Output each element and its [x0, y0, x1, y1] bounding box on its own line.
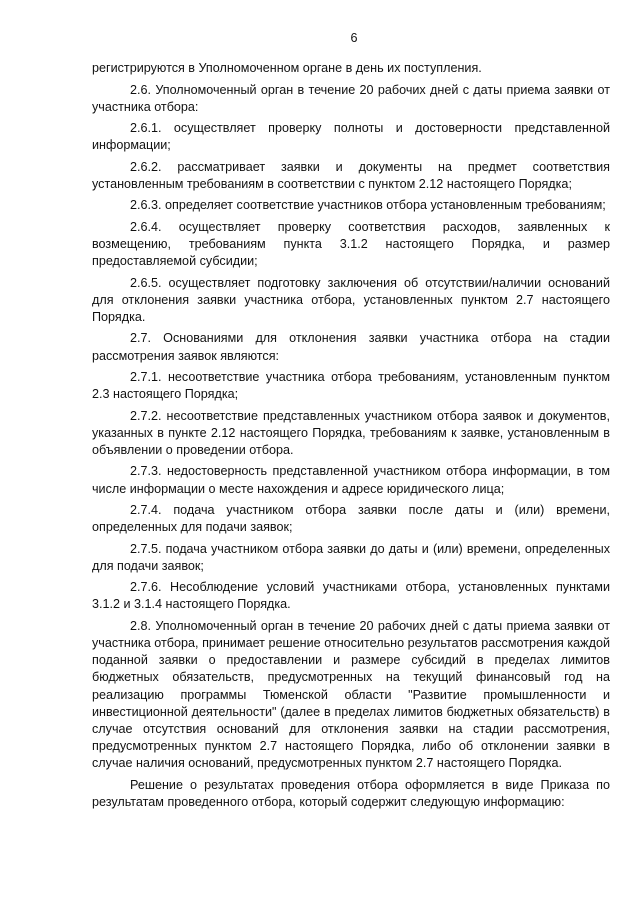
paragraph-2-7: 2.7. Основаниями для отклонения заявки участника отбора на стадии рассмотрения заявок являются: [92, 331, 610, 363]
paragraph-2-6-5: 2.6.5. осуществляет подготовку заключения об отсутствии/наличии оснований для отклонения заявки участника отбора, установленных пунктом 2.7 настоящего Порядка. [92, 275, 610, 324]
paragraph-2-7-5: 2.7.5. подача участником отбора заявки до даты и (или) времени, определенных для подачи заявок; [92, 541, 610, 573]
paragraph-2-8: 2.8. Уполномоченный орган в течение 20 рабочих дней с даты приема заявки от участника отбора, принимает решение относительно результатов рассмотрения каждой поданной заявки о предоставлении и размере субсидий в пределах лимитов бюджетных обязательств, предусмотренных на текущий финансовый год на реализацию программы Тюменской области "Развитие промышленности и инвестиционной деятельности" (далее в пределах лимитов бюджетных обязательств) в случае отсутствия оснований для отклонения заявки на стадии рассмотрения, предусмотренных пунктом 2.7 настоящего Порядка, либо об отклонении заявки в случае наличия оснований, предусмотренных пунктом 2.7 настоящего Порядка. [92, 618, 610, 771]
paragraph-2-6: 2.6. Уполномоченный орган в течение 20 рабочих дней с даты приема заявки от участника отбора: [92, 82, 610, 114]
paragraph-2-7-4: 2.7.4. подача участником отбора заявки после даты и (или) времени, определенных для подачи заявок; [92, 502, 610, 535]
paragraph-2-6-3: 2.6.3. определяет соответствие участников отбора установленным требованиям; [130, 198, 606, 213]
paragraph-2-6-4: 2.6.4. осуществляет проверку соответствия расходов, заявленных к возмещению, требованиям пункта 3.1.2 настоящего Порядка, и размер предоставляемой субсидии; [92, 219, 610, 269]
paragraph-2-6-2: 2.6.2. рассматривает заявки и документы на предмет соответствия установленным требованиям в соответствии с пунктом 2.12 настоящего Порядка; [92, 159, 610, 191]
paragraph-decision: Решение о результатах проведения отбора оформляется в виде Приказа по результатам проведенного отбора, который содержит следующую информацию: [92, 777, 610, 809]
paragraph-2-7-6: 2.7.6. Несоблюдение условий участниками отбора, установленных пунктами 3.1.2 и 3.1.4 настоящего Порядка. [92, 580, 610, 612]
paragraph-2-7-3: 2.7.3. недостоверность представленной участником отбора информации, в том числе информации о месте нахождения и адресе юридического лица; [92, 464, 610, 496]
paragraph-2-7-1: 2.7.1. несоответствие участника отбора требованиям, установленным пунктом 2.3 настоящего Порядка; [92, 369, 610, 402]
page-number: 6 [350, 31, 358, 45]
paragraph-2-6-1: 2.6.1. осуществляет проверку полноты и достоверности представленной информации; [92, 121, 610, 153]
paragraph-continuation: регистрируются в Уполномоченном органе в день их поступления. [92, 61, 482, 76]
paragraph-2-7-2: 2.7.2. несоответствие представленных участником отбора заявок и документов, указанных в пункте 2.12 настоящего Порядка, требованиям к заявке, установленным в объявлении о проведении отбора. [92, 408, 610, 457]
